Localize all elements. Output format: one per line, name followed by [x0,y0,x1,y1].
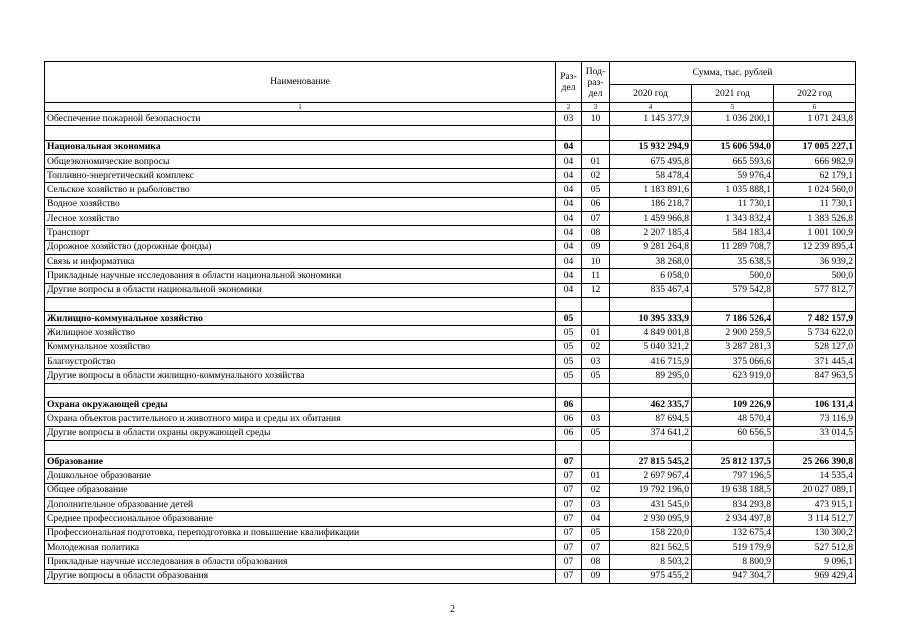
table-row [45,369,856,383]
row-podrazdel: 07 [582,212,610,226]
row-value-2022: 473 915,1 [774,498,856,512]
row-podrazdel: 10 [582,254,610,268]
row-value-2021: 59 976,4 [692,169,774,183]
row-razdel: 05 [556,312,582,326]
row-name: Охрана объектов растительного и животного мира и среды их обитания [45,412,556,426]
blank-cell [582,126,610,140]
row-value-2022: 666 982,9 [774,154,856,168]
row-razdel: 04 [556,269,582,283]
row-razdel: 04 [556,140,582,154]
blank-cell [45,126,556,140]
row-razdel: 04 [556,212,582,226]
table-row [45,283,856,297]
table-row [45,526,856,540]
row-podrazdel: 07 [582,540,610,554]
column-number: 2 [556,103,582,112]
row-value-2022: 527 512,8 [774,540,856,554]
table-row [45,512,856,526]
row-name: Прикладные научные исследования в области национальной экономики [45,269,556,283]
row-podrazdel: 09 [582,240,610,254]
row-value-2020: 2 207 185,4 [610,226,692,240]
row-value-2021: 579 542,8 [692,283,774,297]
row-razdel: 07 [556,569,582,583]
row-razdel: 07 [556,555,582,569]
row-name: Лесное хозяйство [45,212,556,226]
row-value-2022: 5 734 622,0 [774,326,856,340]
table-blank-row [45,126,856,140]
row-value-2020: 416 715,9 [610,355,692,369]
row-value-2020: 89 295,0 [610,369,692,383]
row-value-2022: 12 239 895,4 [774,240,856,254]
row-value-2020: 38 268,0 [610,254,692,268]
row-razdel: 07 [556,540,582,554]
row-value-2021: 1 036 200,1 [692,112,774,126]
table-row [45,555,856,569]
row-razdel: 04 [556,197,582,211]
row-razdel: 04 [556,226,582,240]
row-value-2022: 500,0 [774,269,856,283]
blank-cell [692,383,774,397]
row-podrazdel: 03 [582,355,610,369]
row-value-2021: 2 934 497,8 [692,512,774,526]
row-value-2021: 60 656,5 [692,426,774,440]
row-name: Общее образование [45,483,556,497]
row-value-2021: 584 183,4 [692,226,774,240]
column-number: 4 [610,103,692,112]
row-podrazdel: 05 [582,426,610,440]
row-name: Другие вопросы в области жилищно-коммунального хозяйства [45,369,556,383]
row-value-2021: 797 196,5 [692,469,774,483]
page-number: 2 [450,604,455,615]
row-podrazdel: 02 [582,483,610,497]
blank-cell [692,126,774,140]
row-value-2022: 106 131,4 [774,397,856,411]
blank-cell [692,440,774,454]
blank-cell [582,297,610,311]
blank-cell [774,126,856,140]
row-value-2021: 48 570,4 [692,412,774,426]
row-value-2021: 11 289 708,7 [692,240,774,254]
header-razdel: Раз- дел [556,62,582,103]
row-name: Прикладные научные исследования в области образования [45,555,556,569]
row-razdel: 05 [556,326,582,340]
row-value-2021: 35 638,5 [692,254,774,268]
column-numbers-row [45,103,856,112]
row-razdel: 04 [556,169,582,183]
row-value-2021: 623 919,0 [692,369,774,383]
row-podrazdel: 05 [582,526,610,540]
table-blank-row [45,297,856,311]
row-podrazdel: 10 [582,112,610,126]
row-value-2020: 835 467,4 [610,283,692,297]
row-razdel: 07 [556,455,582,469]
row-value-2021: 2 900 259,5 [692,326,774,340]
row-name: Жилищное хозяйство [45,326,556,340]
row-value-2022: 1 001 100,9 [774,226,856,240]
row-value-2022: 20 027 089,1 [774,483,856,497]
row-value-2022: 3 114 512,7 [774,512,856,526]
table-row [45,483,856,497]
table-row [45,426,856,440]
row-name: Благоустройство [45,355,556,369]
row-value-2020: 821 562,5 [610,540,692,554]
row-podrazdel: 01 [582,154,610,168]
row-value-2021: 132 675,4 [692,526,774,540]
row-name: Другие вопросы в области охраны окружающей среды [45,426,556,440]
row-value-2022: 73 116,9 [774,412,856,426]
header-year-2021: 2021 год [692,85,774,103]
row-podrazdel [582,140,610,154]
row-podrazdel [582,455,610,469]
row-value-2022: 847 963,5 [774,369,856,383]
row-podrazdel: 05 [582,369,610,383]
row-razdel: 07 [556,498,582,512]
blank-cell [582,383,610,397]
budget-table [44,61,856,584]
table-row [45,154,856,168]
row-value-2020: 1 145 377,9 [610,112,692,126]
row-value-2021: 834 293,8 [692,498,774,512]
row-razdel: 04 [556,154,582,168]
row-razdel: 07 [556,512,582,526]
row-razdel: 06 [556,426,582,440]
row-value-2020: 19 792 196,0 [610,483,692,497]
row-value-2021: 375 066,6 [692,355,774,369]
row-value-2021: 7 186 526,4 [692,312,774,326]
blank-cell [556,440,582,454]
row-value-2021: 11 730,1 [692,197,774,211]
row-podrazdel: 12 [582,283,610,297]
row-podrazdel: 11 [582,269,610,283]
row-razdel: 03 [556,112,582,126]
row-name: Топливно-энергетический комплекс [45,169,556,183]
row-razdel: 04 [556,254,582,268]
blank-cell [692,297,774,311]
row-name: Обеспечение пожарной безопасности [45,112,556,126]
row-name: Дорожное хозяйство (дорожные фонды) [45,240,556,254]
section-total-row [45,312,856,326]
table-row [45,269,856,283]
row-name: Водное хозяйство [45,197,556,211]
row-name: Среднее профессиональное образование [45,512,556,526]
table-row [45,412,856,426]
row-value-2021: 1 035 888,1 [692,183,774,197]
row-value-2020: 9 281 264,8 [610,240,692,254]
row-value-2021: 500,0 [692,269,774,283]
row-value-2022: 14 535,4 [774,469,856,483]
row-value-2020: 374 641,2 [610,426,692,440]
blank-cell [556,297,582,311]
row-name: Жилищно-коммунальное хозяйство [45,312,556,326]
row-value-2020: 675 495,8 [610,154,692,168]
row-podrazdel: 03 [582,498,610,512]
table-row [45,355,856,369]
row-podrazdel: 08 [582,555,610,569]
row-value-2020: 1 459 966,8 [610,212,692,226]
row-podrazdel: 09 [582,569,610,583]
blank-cell [774,440,856,454]
blank-cell [45,383,556,397]
row-value-2022: 1 024 560,0 [774,183,856,197]
row-podrazdel: 01 [582,469,610,483]
row-value-2022: 36 939,2 [774,254,856,268]
row-podrazdel: 06 [582,197,610,211]
row-value-2022: 528 127,0 [774,340,856,354]
column-number: 1 [45,103,556,112]
table-row [45,569,856,583]
row-value-2022: 371 445,4 [774,355,856,369]
row-value-2022: 7 482 157,9 [774,312,856,326]
row-name: Коммунальное хозяйство [45,340,556,354]
table-row [45,340,856,354]
table-row [45,469,856,483]
row-value-2020: 186 218,7 [610,197,692,211]
row-podrazdel: 05 [582,183,610,197]
row-name: Общеэкономические вопросы [45,154,556,168]
column-number: 3 [582,103,610,112]
row-name: Сельское хозяйство и рыболовство [45,183,556,197]
row-value-2022: 1 071 243,8 [774,112,856,126]
row-podrazdel: 02 [582,169,610,183]
row-value-2020: 158 220,0 [610,526,692,540]
table-blank-row [45,440,856,454]
blank-cell [610,383,692,397]
row-name: Образование [45,455,556,469]
row-razdel: 04 [556,240,582,254]
header-year-2020: 2020 год [610,85,692,103]
row-razdel: 06 [556,397,582,411]
row-value-2021: 15 606 594,0 [692,140,774,154]
row-podrazdel [582,312,610,326]
table-row [45,226,856,240]
row-razdel: 05 [556,369,582,383]
row-value-2022: 130 300,2 [774,526,856,540]
row-value-2020: 27 815 545,2 [610,455,692,469]
table-row [45,197,856,211]
blank-cell [45,297,556,311]
row-podrazdel [582,397,610,411]
section-total-row [45,397,856,411]
row-podrazdel: 01 [582,326,610,340]
blank-cell [610,126,692,140]
blank-cell [610,297,692,311]
row-podrazdel: 08 [582,226,610,240]
row-value-2022: 17 005 227,1 [774,140,856,154]
row-value-2020: 1 183 891,6 [610,183,692,197]
budget-table-body [45,62,856,584]
row-value-2020: 4 849 001,8 [610,326,692,340]
blank-cell [774,383,856,397]
blank-cell [582,440,610,454]
row-value-2021: 665 593,6 [692,154,774,168]
table-header-row [45,62,856,85]
row-value-2020: 87 694,5 [610,412,692,426]
row-value-2021: 519 179,9 [692,540,774,554]
row-value-2021: 947 304,7 [692,569,774,583]
row-name: Другие вопросы в области национальной экономики [45,283,556,297]
row-value-2021: 1 343 832,4 [692,212,774,226]
row-value-2020: 5 040 321,2 [610,340,692,354]
row-value-2022: 969 429,4 [774,569,856,583]
row-name: Национальная экономика [45,140,556,154]
row-razdel: 05 [556,355,582,369]
row-value-2020: 58 478,4 [610,169,692,183]
row-name: Транспорт [45,226,556,240]
row-razdel: 07 [556,469,582,483]
column-number: 5 [692,103,774,112]
blank-cell [45,440,556,454]
row-name: Другие вопросы в области образования [45,569,556,583]
table-row [45,212,856,226]
row-value-2022: 1 383 526,8 [774,212,856,226]
row-podrazdel: 03 [582,412,610,426]
section-total-row [45,140,856,154]
column-number: 6 [774,103,856,112]
header-name: Наименование [45,62,556,103]
row-razdel: 07 [556,526,582,540]
row-value-2021: 8 800,9 [692,555,774,569]
row-value-2020: 15 932 294,9 [610,140,692,154]
row-value-2020: 8 503,2 [610,555,692,569]
row-name: Дошкольное образование [45,469,556,483]
table-row [45,498,856,512]
row-value-2020: 6 058,0 [610,269,692,283]
blank-cell [774,297,856,311]
row-razdel: 07 [556,483,582,497]
row-podrazdel: 02 [582,340,610,354]
header-sum: Сумма, тыс. рублей [610,62,856,85]
row-value-2022: 9 096,1 [774,555,856,569]
row-razdel: 04 [556,183,582,197]
table-row [45,540,856,554]
header-year-2022: 2022 год [774,85,856,103]
row-razdel: 05 [556,340,582,354]
row-podrazdel: 04 [582,512,610,526]
row-value-2020: 10 395 333,9 [610,312,692,326]
row-value-2020: 462 335,7 [610,397,692,411]
row-value-2022: 11 730,1 [774,197,856,211]
table-row [45,240,856,254]
row-value-2021: 25 812 137,5 [692,455,774,469]
table-row [45,112,856,126]
row-name: Связь и информатика [45,254,556,268]
row-name: Охрана окружающей среды [45,397,556,411]
table-blank-row [45,383,856,397]
row-razdel: 04 [556,283,582,297]
row-value-2022: 62 179,1 [774,169,856,183]
header-podrazdel: Под- раз- дел [582,62,610,103]
row-name: Молодежная политика [45,540,556,554]
row-razdel: 06 [556,412,582,426]
row-name: Профессиональная подготовка, переподготовка и повышение квалификации [45,526,556,540]
row-value-2022: 25 266 390,8 [774,455,856,469]
blank-cell [556,383,582,397]
blank-cell [610,440,692,454]
row-value-2021: 3 287 281,3 [692,340,774,354]
table-row [45,254,856,268]
table-row [45,326,856,340]
row-value-2021: 109 226,9 [692,397,774,411]
section-total-row [45,455,856,469]
row-value-2020: 2 930 095,9 [610,512,692,526]
row-value-2022: 577 812,7 [774,283,856,297]
row-value-2020: 2 697 967,4 [610,469,692,483]
table-row [45,169,856,183]
table-row [45,183,856,197]
row-name: Дополнительное образование детей [45,498,556,512]
row-value-2020: 975 455,2 [610,569,692,583]
row-value-2020: 431 545,0 [610,498,692,512]
row-value-2022: 33 014,5 [774,426,856,440]
row-value-2021: 19 638 188,5 [692,483,774,497]
blank-cell [556,126,582,140]
